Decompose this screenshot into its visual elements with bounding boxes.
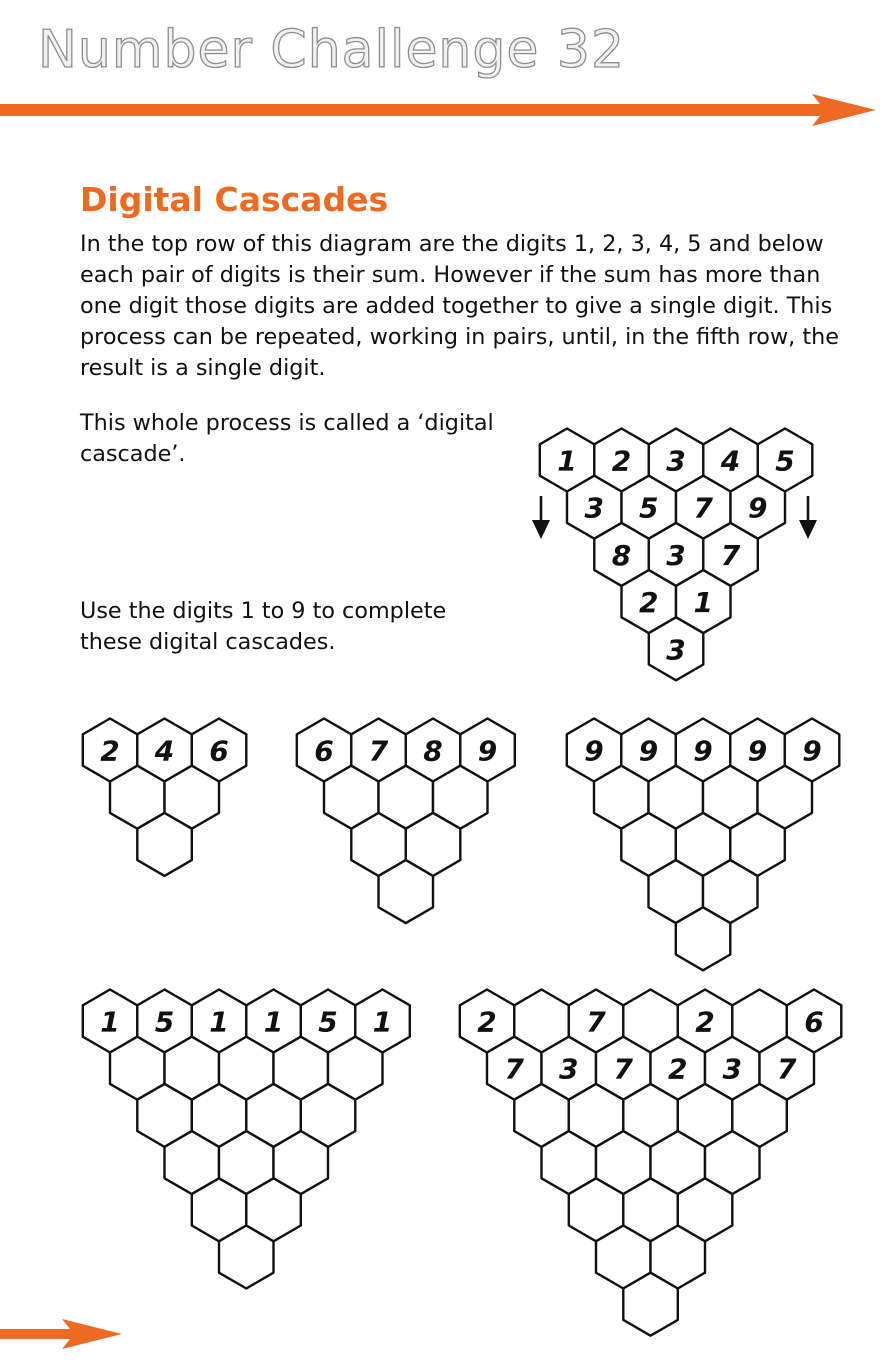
puzzle-cascade-3 xyxy=(567,719,840,971)
puzzle-cascade-5 xyxy=(460,990,842,1336)
cell-digit: 7 xyxy=(586,1005,606,1039)
cell-digit: 4 xyxy=(154,734,175,768)
cell-digit: 5 xyxy=(318,1005,338,1039)
cell-digit: 9 xyxy=(748,491,768,525)
cell-digit: 7 xyxy=(693,491,714,525)
page-title: Number Challenge 32 xyxy=(38,20,626,80)
cell-digit: 3 xyxy=(584,491,605,525)
cell-digit: 3 xyxy=(666,538,686,572)
cell-digit: 3 xyxy=(666,633,686,667)
cell-digit: 3 xyxy=(722,1052,743,1086)
cell-digit: 2 xyxy=(668,1052,688,1086)
cell-digit: 1 xyxy=(557,444,577,478)
cell-digit: 2 xyxy=(100,734,120,768)
process-note: This whole process is called a ‘digital cascade’. xyxy=(80,410,494,467)
cell-digit: 5 xyxy=(775,444,795,478)
cell-digit: 9 xyxy=(747,734,768,768)
down-arrow-icon xyxy=(799,496,817,539)
puzzle-cascade-4 xyxy=(83,990,410,1289)
cell-digit: 7 xyxy=(504,1052,525,1086)
section-heading: Digital Cascades xyxy=(80,180,389,219)
cell-digit: 9 xyxy=(638,734,659,768)
cell-digit: 3 xyxy=(666,444,686,478)
cell-digit: 1 xyxy=(372,1005,393,1039)
cell-digit: 9 xyxy=(477,734,498,768)
cell-digit: 7 xyxy=(720,538,741,572)
cell-digit: 7 xyxy=(777,1052,797,1086)
cell-digit: 6 xyxy=(804,1005,824,1039)
cell-digit: 2 xyxy=(477,1005,497,1039)
cell-digit: 1 xyxy=(209,1005,229,1039)
cell-digit: 5 xyxy=(639,491,659,525)
cell-digit: 7 xyxy=(368,734,389,768)
cell-digit: 9 xyxy=(693,734,713,768)
puzzle-cascade-1 xyxy=(83,719,247,876)
cell-digit: 3 xyxy=(559,1052,579,1086)
cell-digit: 5 xyxy=(154,1005,175,1039)
cell-digit: 2 xyxy=(611,444,632,478)
cell-digit: 6 xyxy=(209,734,229,768)
cell-digit: 7 xyxy=(613,1052,634,1086)
puzzle-cascade-2 xyxy=(297,719,515,924)
cell-digit: 8 xyxy=(423,734,443,768)
intro-paragraph: In the top row of this diagram are the digits 1, 2, 3, 4, 5 and below each pair of digits is their sum. However if the sum has more than one digit those digits are added together to give a single digit. This process can be repeated, working in pairs, until, in the fifth row, the result is a single digit. xyxy=(80,231,839,381)
footer-arrow-icon xyxy=(0,1316,130,1352)
cell-digit: 4 xyxy=(720,444,741,478)
cell-digit: 2 xyxy=(695,1005,715,1039)
cell-digit: 6 xyxy=(314,734,334,768)
cell-digit: 9 xyxy=(802,734,822,768)
cell-digit: 1 xyxy=(263,1005,284,1039)
cell-digit: 2 xyxy=(639,586,659,620)
cell-digit: 9 xyxy=(584,734,604,768)
down-arrow-icon xyxy=(532,496,550,539)
instruction-text: Use the digits 1 to 9 to complete these digital cascades. xyxy=(80,598,447,655)
header-arrow-icon xyxy=(0,92,883,128)
cell-digit: 1 xyxy=(693,586,714,620)
example-cascade xyxy=(540,429,813,681)
cell-digit: 8 xyxy=(611,538,632,572)
cell-digit: 1 xyxy=(100,1005,120,1039)
